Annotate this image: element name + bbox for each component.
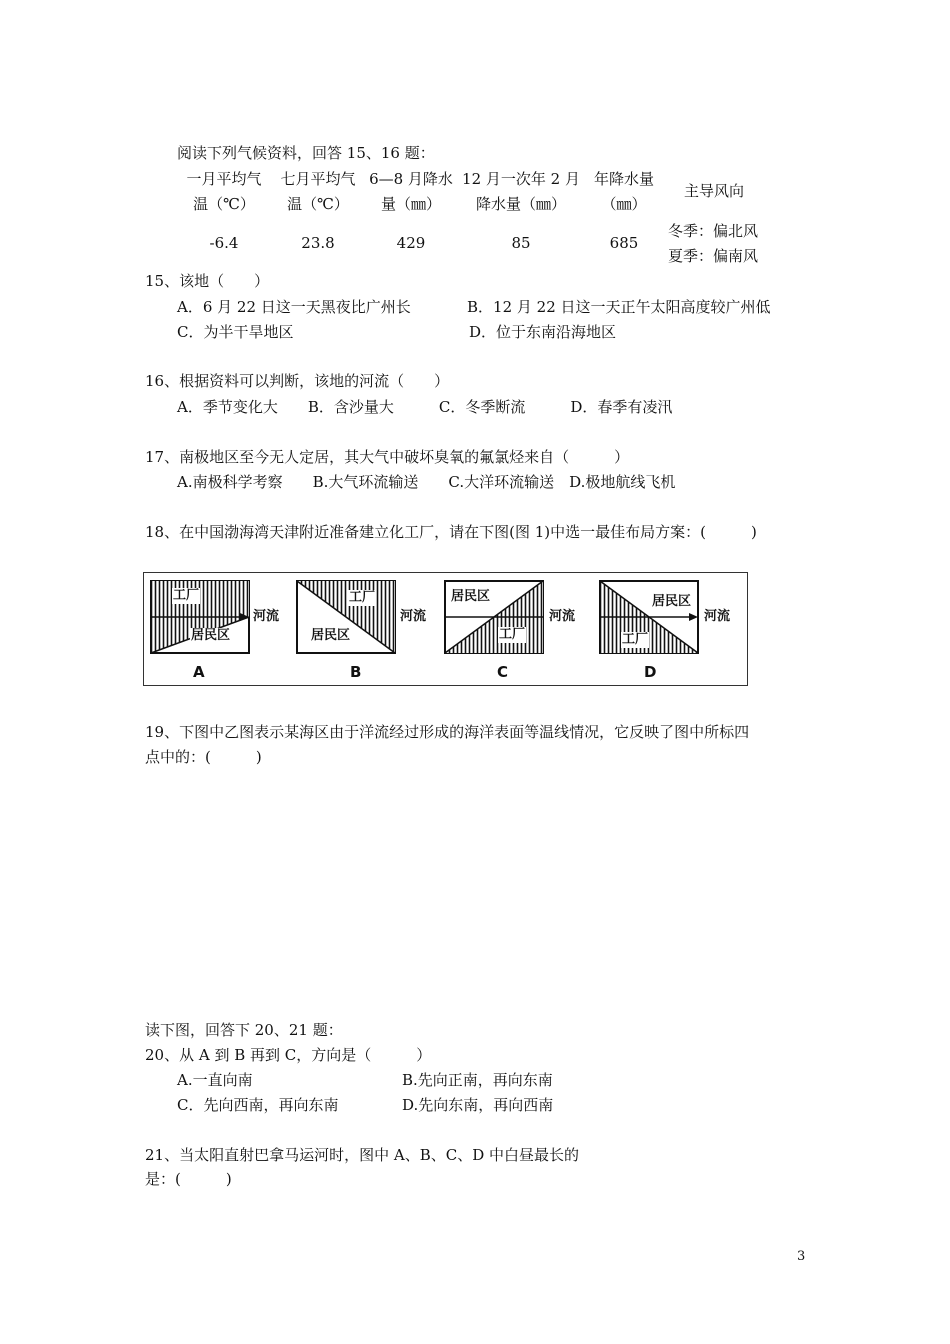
question-16-stem: 16、根据资料可以判断，该地的河流（ ） — [145, 372, 450, 390]
q20-option-d: D.先向东南，再向西南 — [402, 1096, 554, 1114]
q16-options: A．季节变化大 B．含沙量大 C．冬季断流 D．春季有凌汛 — [177, 398, 673, 416]
factory-label: 工厂 — [349, 590, 376, 605]
table-header: （㎜） — [601, 195, 647, 213]
river-label: 河流 — [704, 609, 731, 624]
question-18-stem: 18、在中国渤海湾天津附近准备建立化工厂，请在下图(图 1)中选一最佳布局方案：( ) — [145, 523, 757, 541]
river-label: 河流 — [400, 609, 427, 624]
question-15-stem: 15、该地（ ） — [145, 272, 270, 290]
question-21-stem-line1: 21、当太阳直射巴拿马运河时，图中 A、B、C、D 中白昼最长的 — [145, 1146, 579, 1164]
table-value: 23.8 — [301, 234, 335, 252]
factory-label: 工厂 — [173, 588, 200, 603]
panel-b — [296, 580, 396, 654]
residential-label: 居民区 — [451, 589, 491, 604]
residential-label: 居民区 — [311, 628, 351, 643]
question-20-stem: 20、从 A 到 B 再到 C，方向是（ ） — [145, 1046, 432, 1064]
table-value: -6.4 — [209, 234, 239, 252]
table-value: 85 — [511, 234, 531, 252]
question-19-stem-line1: 19、下图中乙图表示某海区由于洋流经过形成的海洋表面等温线情况，它反映了图中所标四 — [145, 723, 750, 741]
table-header: 量（㎜） — [380, 195, 441, 213]
page-number: 3 — [797, 1249, 806, 1264]
factory-label: 工厂 — [499, 627, 526, 642]
q15-option-c: C．为半干旱地区 — [177, 323, 294, 341]
section-intro: 阅读下列气候资料，回答 15、16 题： — [177, 144, 435, 162]
panel-label-d: D — [644, 663, 657, 681]
wind-summer: 夏季：偏南风 — [668, 247, 759, 265]
table-header: 七月平均气 — [280, 170, 356, 188]
question-19-stem-line2: 点中的：( ) — [145, 748, 262, 766]
wind-header: 主导风向 — [684, 182, 745, 200]
panel-label-c: C — [497, 663, 509, 681]
table-header: 温（℃） — [193, 195, 255, 213]
section-intro-2: 读下图，回答下 20、21 题： — [145, 1021, 343, 1039]
residential-label: 居民区 — [652, 594, 692, 609]
table-header: 6—8 月降水 — [369, 170, 453, 188]
table-header: 一月平均气 — [186, 170, 262, 188]
q15-option-a: A．6 月 22 日这一天黑夜比广州长 — [177, 298, 411, 316]
q15-option-d: D．位于东南沿海地区 — [469, 323, 617, 341]
river-label: 河流 — [549, 609, 576, 624]
panel-label-b: B — [350, 663, 362, 681]
question-21-stem-line2: 是：( ) — [145, 1170, 232, 1188]
table-header: 温（℃） — [287, 195, 349, 213]
q20-option-c: C．先向西南，再向东南 — [177, 1096, 339, 1114]
q17-options: A.南极科学考察 B.大气环流输送 C.大洋环流输送 D.极地航线飞机 — [177, 473, 676, 491]
q15-option-b: B．12 月 22 日这一天正午太阳高度较广州低 — [467, 298, 771, 316]
table-header: 降水量（㎜） — [475, 195, 566, 213]
table-value: 685 — [609, 234, 639, 252]
panel-label-a: A — [193, 663, 205, 681]
figure-1-layout-diagram — [143, 572, 748, 686]
panel-a — [150, 580, 250, 654]
table-header: 12 月一次年 2 月 — [462, 170, 580, 188]
table-value: 429 — [396, 234, 426, 252]
q20-option-b: B.先向正南，再向东南 — [402, 1071, 553, 1089]
q20-option-a: A.一直向南 — [177, 1071, 253, 1089]
residential-label: 居民区 — [191, 628, 231, 643]
table-header: 年降水量 — [593, 170, 654, 188]
river-label: 河流 — [253, 609, 280, 624]
panel-d — [599, 580, 699, 654]
panel-c — [444, 580, 544, 654]
wind-winter: 冬季：偏北风 — [668, 222, 759, 240]
question-17-stem: 17、南极地区至今无人定居，其大气中破坏臭氧的氟氯烃来自（ ） — [145, 448, 630, 466]
factory-label: 工厂 — [622, 632, 649, 647]
